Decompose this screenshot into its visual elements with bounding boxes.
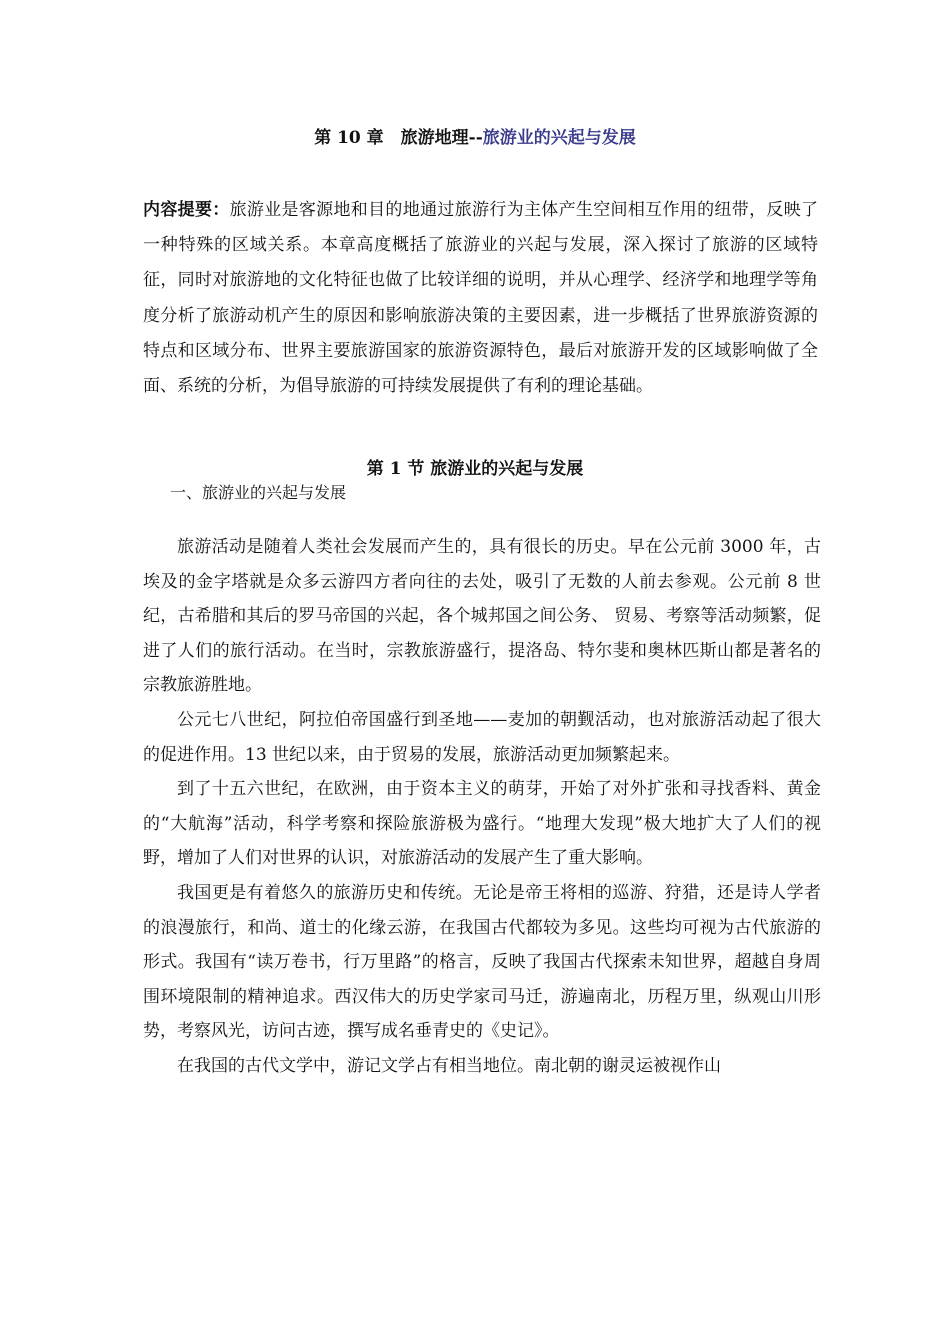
paragraph: 在我国的古代文学中，游记文学占有相当地位。南北朝的谢灵运被视作山	[177, 1055, 721, 1076]
paragraph: 到了十五六世纪，在欧洲，由于资本主义的萌芽，开始了对外扩张和寻找香料、黄金的“大航海”活动，科学考察和探险旅游极为盛行。“地理大发现”极大地扩大了人们的视野，增加了人们对世界的认识，对旅游活动的发展产生了重大影响。	[143, 779, 821, 869]
paragraph: 我国更是有着悠久的旅游历史和传统。无论是帝王将相的巡游、狩猎，还是诗人学者的浪漫旅行，和尚、道士的化缘云游，在我国古代都较为多见。这些均可视为古代旅游的形式。我国有“读万卷书，行万里路”的格言，反映了我国古代探索未知世界，超越自身周围环境限制的精神追求。西汉伟大的历史学家司马迁，游遍南北，历程万里，纵观山川形势，考察风光，访问古迹，撰写成名垂青史的《史记》。	[143, 882, 821, 1042]
paragraph: 旅游活动是随着人类社会发展而产生的，具有很长的历史。早在公元前 3000 年，古埃及的金字塔就是众多云游四方者向往的去处，吸引了无数的人前去参观。公元前 8 世纪，古希腊和其后的罗马帝国的兴起，各个城邦国之间公务、 贸易、考察等活动频繁，促进了人们的旅行活动。在当时，宗教旅游盛行，提洛岛、特尔斐和奥林匹斯山都是著名的宗教旅游胜地。	[143, 537, 821, 696]
content-summary	[143, 193, 818, 404]
summary-text: 旅游业是客源地和目的地通过旅游行为主体产生空间相互作用的纽带，反映了一种特殊的区域关系。本章高度概括了旅游业的兴起与发展，深入探讨了旅游的区域特征，同时对旅游地的文化特征也做了比较详细的说明，并从心理学、经济学和地理学等角度分析了旅游动机产生的原因和影响旅游决策的主要因素，进一步概括了世界旅游资源的特点和区域分布、世界主要旅游国家的旅游资源特色，最后对旅游开发的区域影响做了全面、系统的分析，为倡导旅游的可持续发展提供了有利的理论基础。	[143, 200, 819, 397]
body-text	[143, 530, 821, 1084]
subsection-title: 一、旅游业的兴起与发展	[170, 483, 347, 502]
chapter-title	[0, 126, 950, 150]
section-title: 第 1 节 旅游业的兴起与发展	[366, 459, 584, 479]
chapter-title-main: 第 10 章 旅游地理--	[314, 128, 483, 148]
summary-label: 内容提要：	[143, 200, 230, 220]
chapter-title-accent: 旅游业的兴起与发展	[482, 128, 636, 148]
paragraph: 公元七八世纪，阿拉伯帝国盛行到圣地——麦加的朝觐活动，也对旅游活动起了很大的促进作用。13 世纪以来，由于贸易的发展，旅游活动更加频繁起来。	[143, 709, 821, 765]
